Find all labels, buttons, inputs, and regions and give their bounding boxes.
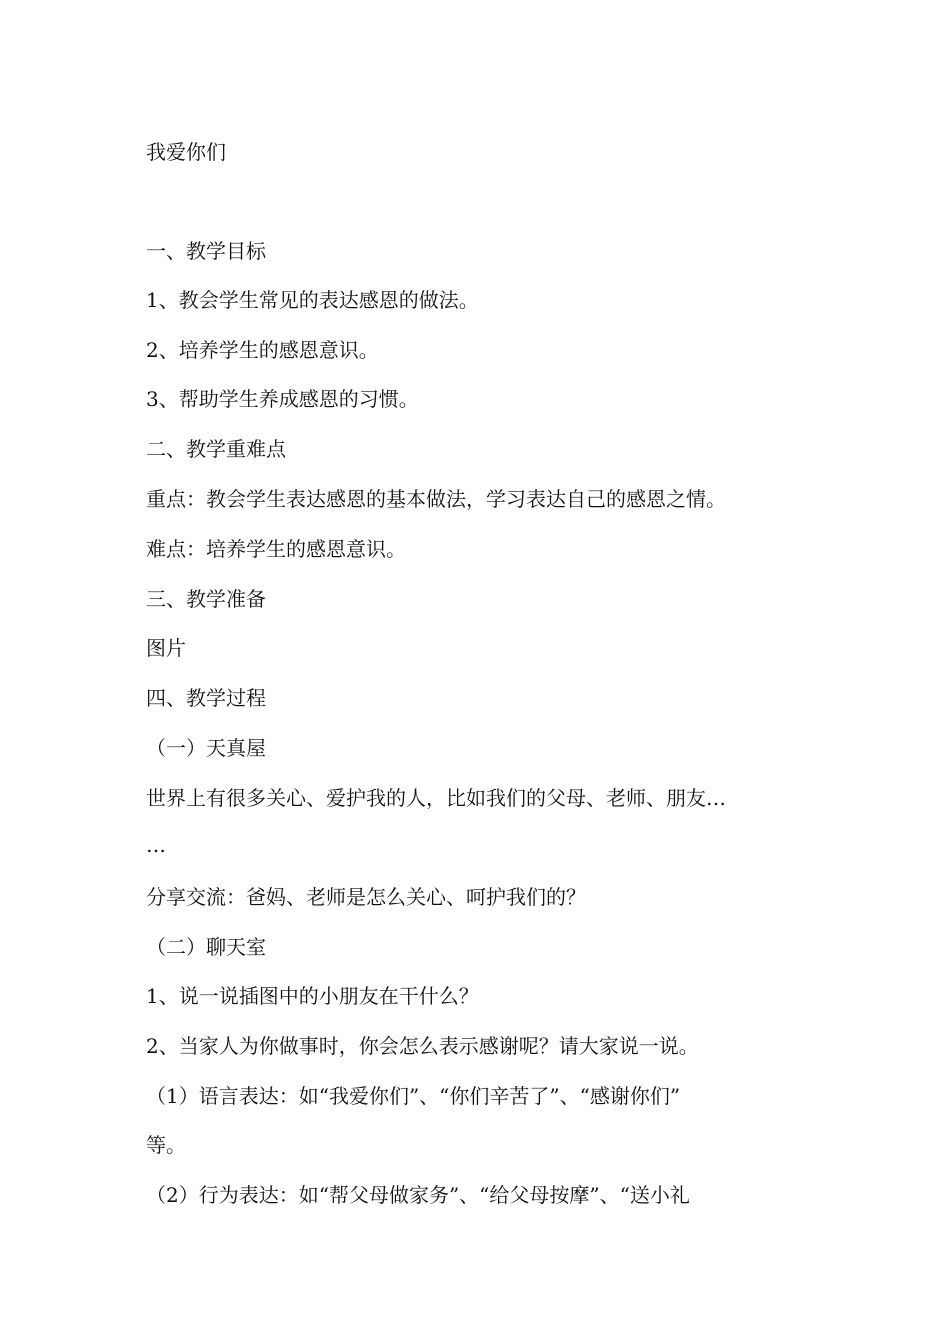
paragraph-line: 世界上有很多关心、爱护我的人，比如我们的父母、老师、朋友… [146, 786, 726, 810]
expression-item-2: （2）行为表达：如“帮父母做家务”、“给父母按摩”、“送小礼 [146, 1183, 690, 1207]
section-heading-process: 四、教学过程 [146, 686, 266, 710]
section-heading-objectives: 一、教学目标 [146, 239, 266, 263]
objective-item-2: 2、培养学生的感恩意识。 [146, 338, 379, 362]
objective-item-3: 3、帮助学生养成感恩的习惯。 [146, 387, 419, 411]
expression-item-1: （1）语言表达：如“我爱你们”、“你们辛苦了”、“感谢你们” [146, 1084, 681, 1108]
paragraph-line-continuation: … [146, 833, 166, 857]
expression-item-1-continuation: 等。 [146, 1133, 186, 1157]
preparation-item: 图片 [146, 636, 186, 660]
key-point-focus: 重点：教会学生表达感恩的基本做法，学习表达自己的感恩之情。 [146, 487, 726, 511]
activity-item-1: 1、说一说插图中的小朋友在干什么？ [146, 984, 479, 1008]
section-heading-preparation: 三、教学准备 [146, 587, 266, 611]
key-point-difficulty: 难点：培养学生的感恩意识。 [146, 537, 406, 561]
activity-item-2: 2、当家人为你做事时，你会怎么表示感谢呢？请大家说一说。 [146, 1034, 699, 1058]
subsection-heading-1: （一）天真屋 [146, 736, 266, 760]
section-heading-key-points: 二、教学重难点 [146, 437, 286, 461]
document-title: 我爱你们 [146, 140, 226, 164]
subsection-heading-2: （二）聊天室 [146, 935, 266, 959]
objective-item-1: 1、教会学生常见的表达感恩的做法。 [146, 288, 479, 312]
discussion-prompt: 分享交流：爸妈、老师是怎么关心、呵护我们的？ [146, 885, 586, 909]
